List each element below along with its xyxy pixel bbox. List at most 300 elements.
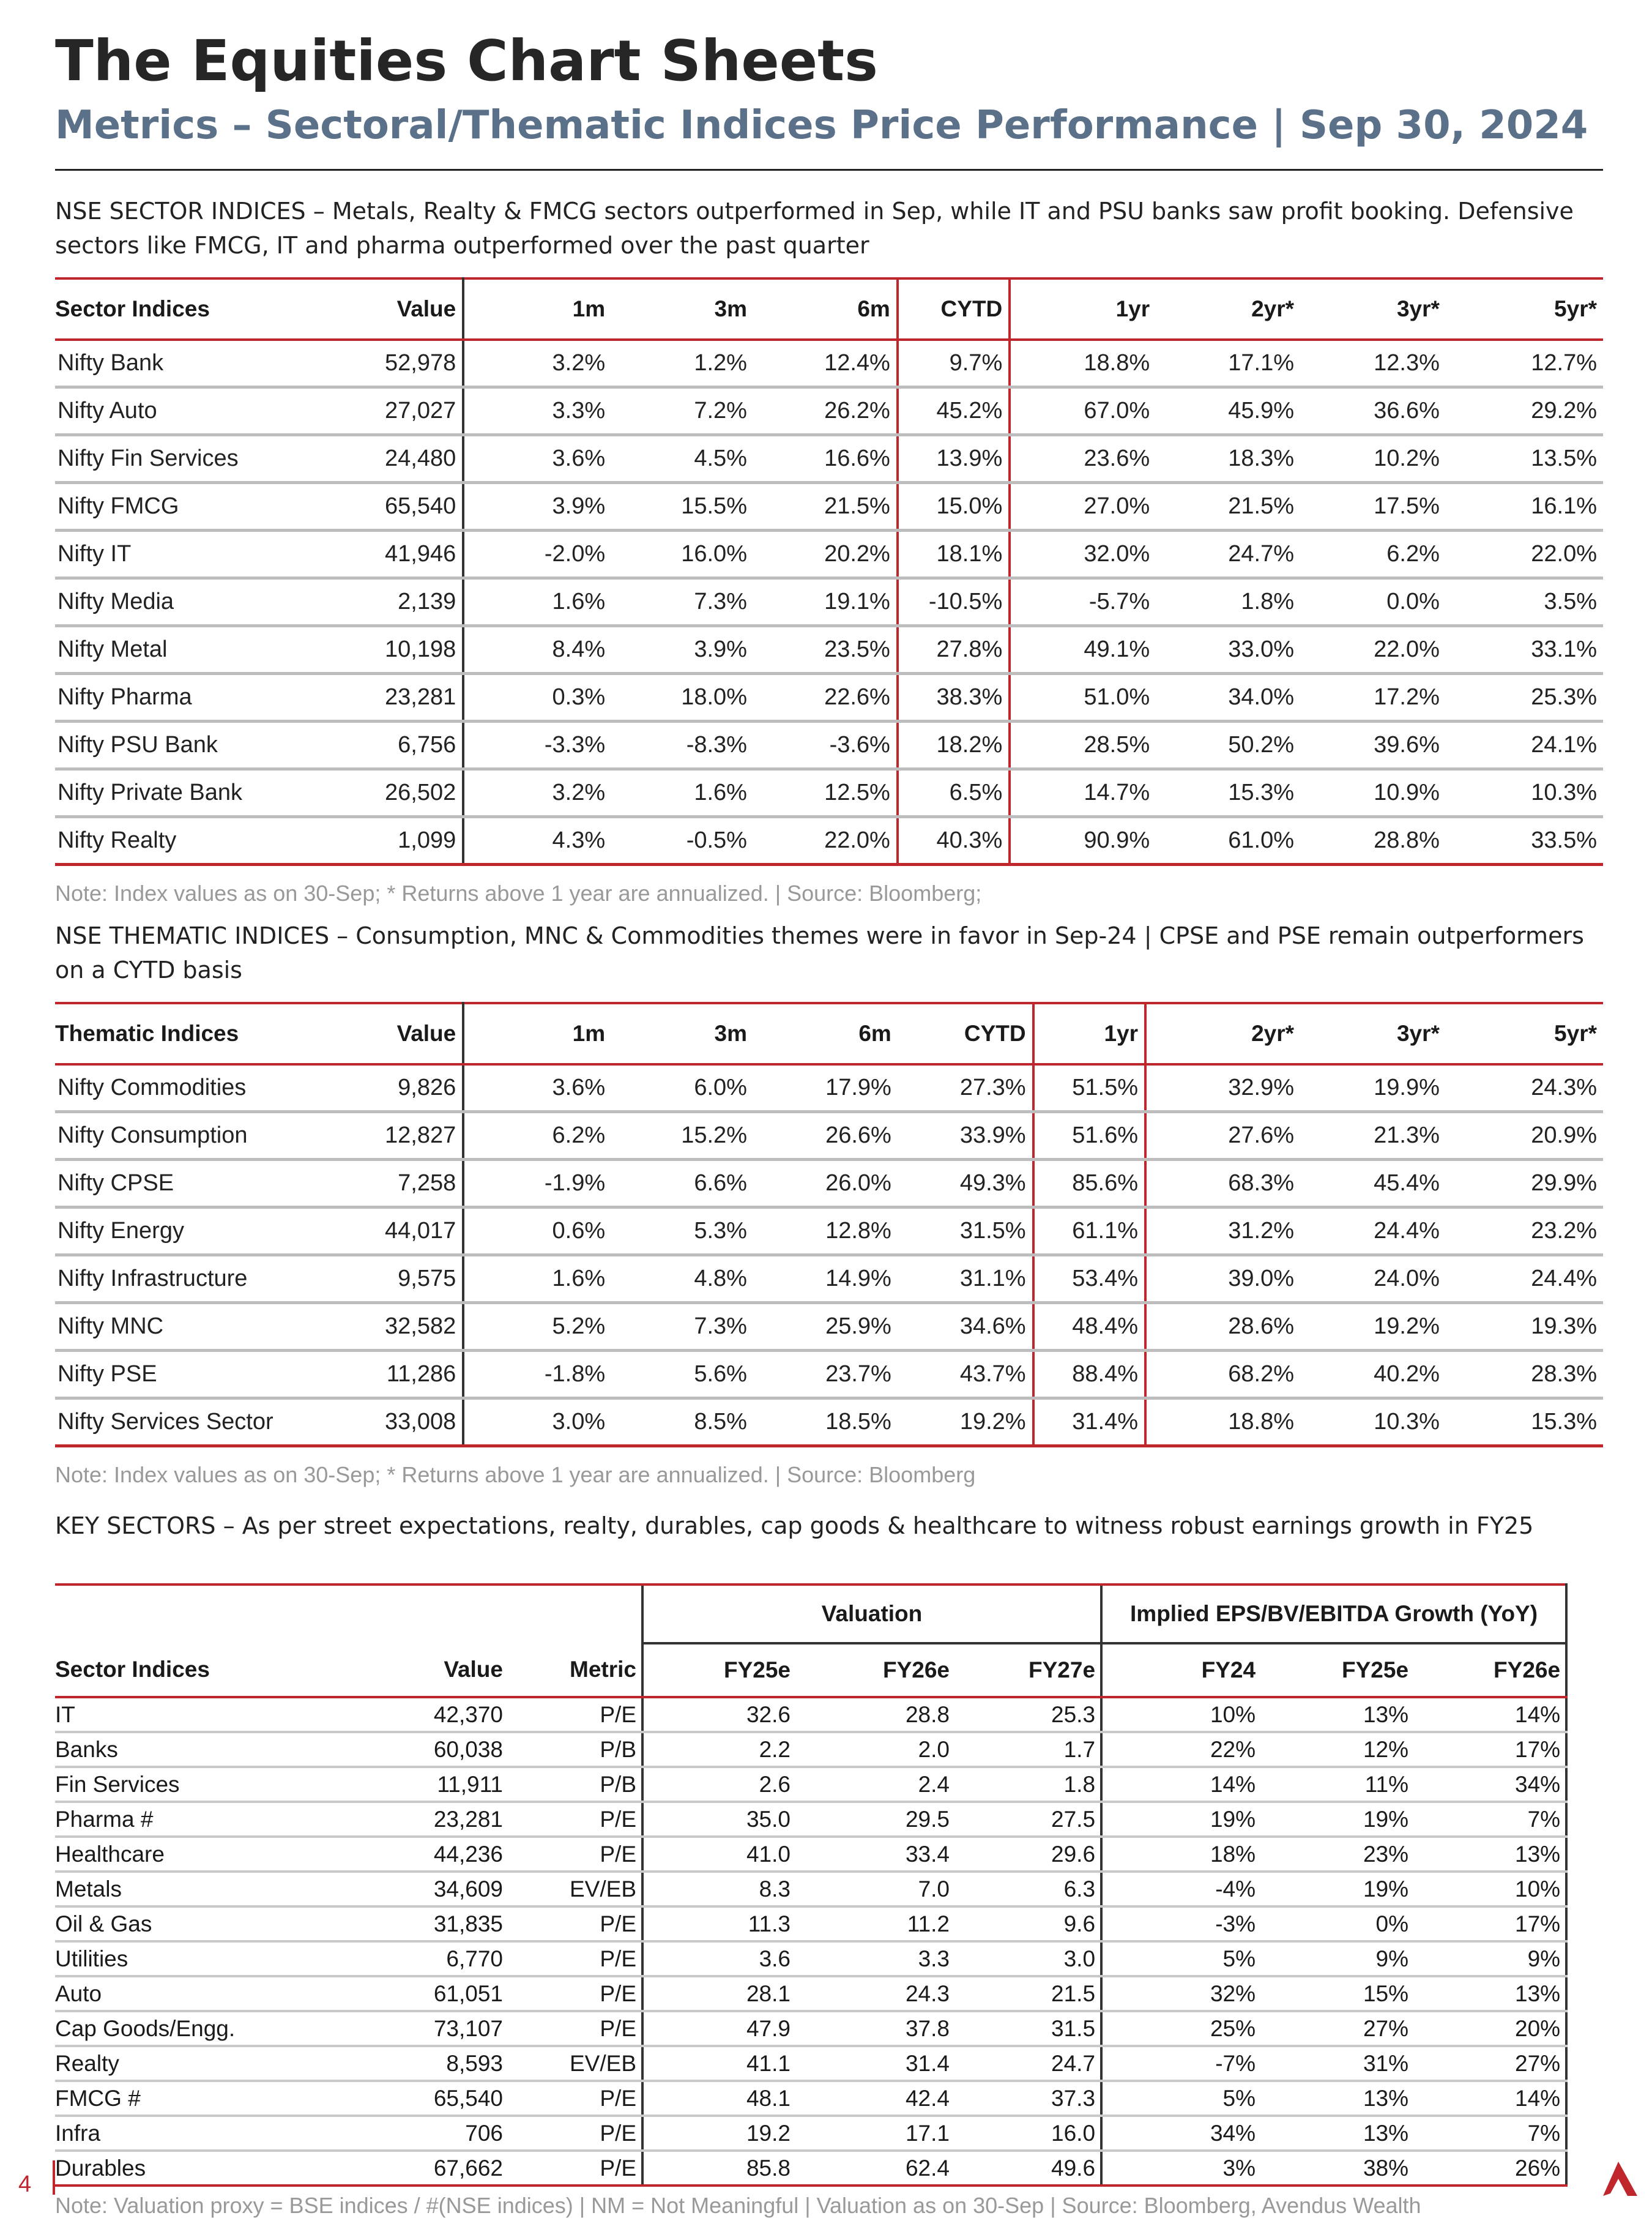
cell-cytd: -10.5% [898,578,1010,626]
cell-3yr: 0.0% [1300,578,1446,626]
cell-3m: 1.2% [611,340,753,387]
cell-fy26e: 31.4 [795,2046,954,2081]
cell-value: 9,575 [351,1255,463,1303]
cell-value: 34,609 [361,1872,508,1906]
cell-fy26e: 42.4 [795,2081,954,2116]
cell-metric: P/E [508,1802,642,1837]
cell-fy25e: 19.2 [642,2116,795,2151]
cell-fy27e: 24.7 [954,2046,1101,2081]
cell-fy27e: 1.7 [954,1732,1101,1767]
cell-value: 2,139 [351,578,463,626]
cell-fy26e: 14% [1413,1697,1566,1732]
index-name-cell: Nifty Consumption [55,1112,351,1160]
cell-fy26e: 13% [1413,1976,1566,2011]
cell-fy25e: 27% [1260,2011,1413,2046]
column-header-5yr: 5yr* [1446,1003,1603,1064]
cell-1m: 3.0% [463,1398,611,1446]
cell-3m: 4.8% [611,1255,753,1303]
cell-cytd: 19.2% [898,1398,1033,1446]
cell-6m: 23.7% [753,1351,898,1398]
cell-6m: 26.2% [753,387,898,435]
cell-fy25e: 3.6 [642,1941,795,1976]
column-header-value: Value [351,1003,463,1064]
cell-6m: 26.0% [753,1160,898,1208]
cell-fy26e: 29.5 [795,1802,954,1837]
column-header-1m: 1m [463,1003,611,1064]
sector-name-cell: IT [55,1697,361,1732]
table-row [55,387,1603,435]
table-row [55,531,1603,578]
cell-3yr: 17.5% [1300,483,1446,531]
cell-fy26e: 13% [1413,1837,1566,1872]
cell-1yr: 27.0% [1010,483,1156,531]
cell-5yr: 3.5% [1446,578,1603,626]
cell-3yr: 19.2% [1300,1303,1446,1351]
cell-fy24: -4% [1101,1872,1260,1906]
growth-group-header: Implied EPS/BV/EBITDA Growth (YoY) [1101,1585,1566,1643]
column-header-cytd: CYTD [898,1003,1033,1064]
cell-2yr: 68.3% [1145,1160,1300,1208]
cell-1yr: 14.7% [1010,769,1156,817]
column-header-2yr: 2yr* [1145,1003,1300,1064]
cell-value: 10,198 [351,626,463,674]
cell-fy25e: 13% [1260,2116,1413,2151]
cell-2yr: 18.8% [1145,1398,1300,1446]
table-row [55,626,1603,674]
cell-3yr: 24.4% [1300,1208,1446,1255]
index-name-cell: Nifty Fin Services [55,435,351,483]
table-row [55,1732,1566,1767]
column-header-sector-indices-0: Sector Indices [55,1643,361,1697]
cell-fy25e: 47.9 [642,2011,795,2046]
index-name-cell: Nifty Infrastructure [55,1255,351,1303]
cell-cytd: 18.1% [898,531,1010,578]
cell-3yr: 36.6% [1300,387,1446,435]
cell-1m: 3.2% [463,769,611,817]
cell-3m: 3.9% [611,626,753,674]
cell-value: 11,911 [361,1767,508,1802]
table-row [55,2081,1566,2116]
sector-name-cell: Durables [55,2151,361,2186]
cell-fy25e: 19% [1260,1872,1413,1906]
table-row [55,1351,1603,1398]
table-row [55,1064,1603,1112]
cell-fy25e: 2.6 [642,1767,795,1802]
cell-5yr: 33.1% [1446,626,1603,674]
column-header-3m: 3m [611,1003,753,1064]
cell-1yr: 23.6% [1010,435,1156,483]
cell-fy26e: 10% [1413,1872,1566,1906]
cell-1yr: 49.1% [1010,626,1156,674]
cell-fy25e: 41.1 [642,2046,795,2081]
cell-2yr: 34.0% [1156,674,1300,722]
cell-value: 23,281 [351,674,463,722]
cell-1m: 3.2% [463,340,611,387]
cell-value: 61,051 [361,1976,508,2011]
cell-fy27e: 27.5 [954,1802,1101,1837]
cell-1yr: 31.4% [1033,1398,1145,1446]
cell-fy24: 5% [1101,1941,1260,1976]
index-name-cell: Nifty MNC [55,1303,351,1351]
table-row [55,769,1603,817]
sector-name-cell: Infra [55,2116,361,2151]
cell-metric: EV/EB [508,1872,642,1906]
cell-1m: 6.2% [463,1112,611,1160]
cell-metric: P/E [508,2081,642,2116]
cell-value: 6,756 [351,722,463,769]
sector-name-cell: Realty [55,2046,361,2081]
cell-fy26e: 17% [1413,1906,1566,1941]
cell-5yr: 20.9% [1446,1112,1603,1160]
sector-indices-table [55,277,1603,866]
cell-fy26e: 7.0 [795,1872,954,1906]
cell-fy24: -7% [1101,2046,1260,2081]
table-row [55,1208,1603,1255]
table-row [55,1906,1566,1941]
cell-fy25e: 12% [1260,1732,1413,1767]
cell-1yr: 53.4% [1033,1255,1145,1303]
cell-fy25e: 31% [1260,2046,1413,2081]
cell-value: 706 [361,2116,508,2151]
cell-5yr: 15.3% [1446,1398,1603,1446]
cell-3yr: 10.3% [1300,1398,1446,1446]
column-header-5yr: 5yr* [1446,278,1603,340]
table-header-row [55,1643,1566,1697]
column-header-fy26e-4: FY26e [795,1643,954,1697]
cell-fy25e: 48.1 [642,2081,795,2116]
cell-5yr: 19.3% [1446,1303,1603,1351]
cell-fy26e: 7% [1413,1802,1566,1837]
cell-metric: P/E [508,2011,642,2046]
cell-fy27e: 21.5 [954,1976,1101,2011]
cell-fy25e: 2.2 [642,1732,795,1767]
cell-3m: 5.6% [611,1351,753,1398]
cell-1yr: 32.0% [1010,531,1156,578]
cell-cytd: 31.5% [898,1208,1033,1255]
title-divider [55,169,1603,171]
cell-fy26e: 26% [1413,2151,1566,2186]
cell-5yr: 24.1% [1446,722,1603,769]
cell-1m: 3.6% [463,1064,611,1112]
cell-value: 1,099 [351,817,463,865]
column-header-2yr: 2yr* [1156,278,1300,340]
cell-2yr: 21.5% [1156,483,1300,531]
sector-indices-description: NSE SECTOR INDICES – Metals, Realty & FMCG sectors outperformed in Sep, while IT and PSU banks saw profit booking. Defensive sectors like FMCG, IT and pharma outperformed over the past quarter [55,198,1574,259]
cell-1yr: 51.6% [1033,1112,1145,1160]
cell-fy24: 10% [1101,1697,1260,1732]
table-row [55,817,1603,865]
cell-fy25e: 8.3 [642,1872,795,1906]
cell-5yr: 29.2% [1446,387,1603,435]
table-row [55,2011,1566,2046]
cell-1m: 3.6% [463,435,611,483]
cell-1m: -2.0% [463,531,611,578]
cell-value: 67,662 [361,2151,508,2186]
cell-5yr: 25.3% [1446,674,1603,722]
sector-name-cell: Auto [55,1976,361,2011]
cell-fy24: -3% [1101,1906,1260,1941]
cell-cytd: 34.6% [898,1303,1033,1351]
cell-1yr: 51.5% [1033,1064,1145,1112]
column-header-fy27e-5: FY27e [954,1643,1101,1697]
cell-fy27e: 1.8 [954,1767,1101,1802]
table-row [55,578,1603,626]
cell-5yr: 29.9% [1446,1160,1603,1208]
cell-value: 8,593 [361,2046,508,2081]
cell-5yr: 16.1% [1446,483,1603,531]
cell-3m: 18.0% [611,674,753,722]
cell-fy26e: 27% [1413,2046,1566,2081]
table-row [55,1941,1566,1976]
cell-6m: 18.5% [753,1398,898,1446]
cell-value: 41,946 [351,531,463,578]
table-row [55,1697,1566,1732]
cell-1m: -1.9% [463,1160,611,1208]
index-name-cell: Nifty Services Sector [55,1398,351,1446]
cell-metric: P/E [508,2116,642,2151]
cell-fy25e: 41.0 [642,1837,795,1872]
cell-cytd: 18.2% [898,722,1010,769]
column-header-value: Value [351,278,463,340]
cell-3m: 1.6% [611,769,753,817]
cell-fy25e: 23% [1260,1837,1413,1872]
cell-cytd: 43.7% [898,1351,1033,1398]
cell-fy24: 3% [1101,2151,1260,2186]
cell-3yr: 45.4% [1300,1160,1446,1208]
column-header-6m: 6m [753,1003,898,1064]
cell-2yr: 27.6% [1145,1112,1300,1160]
cell-value: 52,978 [351,340,463,387]
cell-cytd: 9.7% [898,340,1010,387]
cell-fy26e: 62.4 [795,2151,954,2186]
table-row [55,340,1603,387]
table-row [55,1303,1603,1351]
cell-3yr: 21.3% [1300,1112,1446,1160]
cell-5yr: 12.7% [1446,340,1603,387]
cell-cytd: 49.3% [898,1160,1033,1208]
cell-cytd: 6.5% [898,769,1010,817]
cell-6m: 21.5% [753,483,898,531]
cell-fy27e: 6.3 [954,1872,1101,1906]
valuation-group-header: Valuation [642,1585,1101,1643]
column-header-3yr: 3yr* [1300,278,1446,340]
cell-value: 12,827 [351,1112,463,1160]
cell-value: 33,008 [351,1398,463,1446]
table-row [55,2046,1566,2081]
cell-3yr: 17.2% [1300,674,1446,722]
cell-fy25e: 38% [1260,2151,1413,2186]
sector-name-cell: Banks [55,1732,361,1767]
sector-indices-note: Note: Index values as on 30-Sep; * Returns above 1 year are annualized. | Source: Bloomberg; [55,881,982,906]
page-content [55,24,1603,2221]
index-name-cell: Nifty Auto [55,387,351,435]
cell-1m: 0.6% [463,1208,611,1255]
column-header-value-1: Value [361,1643,508,1697]
cell-1m: 3.9% [463,483,611,531]
cell-1yr: 61.1% [1033,1208,1145,1255]
cell-1m: -1.8% [463,1351,611,1398]
cell-5yr: 10.3% [1446,769,1603,817]
cell-1yr: 90.9% [1010,817,1156,865]
group-header-row [55,1585,1566,1643]
cell-fy26e: 17% [1413,1732,1566,1767]
cell-6m: 23.5% [753,626,898,674]
index-name-cell: Nifty Commodities [55,1064,351,1112]
cell-fy27e: 16.0 [954,2116,1101,2151]
cell-value: 27,027 [351,387,463,435]
cell-3m: 7.3% [611,578,753,626]
table-row [55,1872,1566,1906]
cell-1m: 5.2% [463,1303,611,1351]
table-row [55,1112,1603,1160]
thematic-indices-description: NSE THEMATIC INDICES – Consumption, MNC & Commodities themes were in favor in Sep-24 | CPSE and PSE remain outperformers on a CYTD basis [55,922,1584,984]
cell-3yr: 19.9% [1300,1064,1446,1112]
cell-6m: 16.6% [753,435,898,483]
group-header-spacer [55,1585,642,1643]
index-name-cell: Nifty Bank [55,340,351,387]
cell-6m: 14.9% [753,1255,898,1303]
cell-3yr: 28.8% [1300,817,1446,865]
cell-1yr: 28.5% [1010,722,1156,769]
column-header-1m: 1m [463,278,611,340]
cell-fy26e: 24.3 [795,1976,954,2011]
cell-value: 9,826 [351,1064,463,1112]
cell-6m: 12.5% [753,769,898,817]
sector-name-cell: Utilities [55,1941,361,1976]
table-row [55,2151,1566,2186]
cell-value: 42,370 [361,1697,508,1732]
cell-3yr: 24.0% [1300,1255,1446,1303]
cell-fy25e: 11% [1260,1767,1413,1802]
index-name-cell: Nifty Metal [55,626,351,674]
cell-5yr: 28.3% [1446,1351,1603,1398]
cell-5yr: 22.0% [1446,531,1603,578]
cell-value: 32,582 [351,1303,463,1351]
cell-value: 65,540 [361,2081,508,2116]
sector-name-cell: Fin Services [55,1767,361,1802]
cell-3m: 16.0% [611,531,753,578]
cell-fy24: 14% [1101,1767,1260,1802]
cell-1yr: 85.6% [1033,1160,1145,1208]
cell-3yr: 39.6% [1300,722,1446,769]
cell-fy24: 22% [1101,1732,1260,1767]
index-name-cell: Nifty Media [55,578,351,626]
cell-3yr: 40.2% [1300,1351,1446,1398]
cell-fy26e: 3.3 [795,1941,954,1976]
cell-2yr: 17.1% [1156,340,1300,387]
table-row [55,483,1603,531]
cell-1m: 1.6% [463,578,611,626]
cell-fy25e: 13% [1260,2081,1413,2116]
cell-value: 73,107 [361,2011,508,2046]
cell-cytd: 15.0% [898,483,1010,531]
cell-5yr: 24.4% [1446,1255,1603,1303]
cell-6m: 22.6% [753,674,898,722]
cell-fy26e: 17.1 [795,2116,954,2151]
cell-2yr: 15.3% [1156,769,1300,817]
index-name-cell: Nifty Energy [55,1208,351,1255]
index-name-cell: Nifty CPSE [55,1160,351,1208]
cell-3yr: 22.0% [1300,626,1446,674]
cell-2yr: 28.6% [1145,1303,1300,1351]
cell-value: 11,286 [351,1351,463,1398]
cell-6m: 20.2% [753,531,898,578]
cell-value: 7,258 [351,1160,463,1208]
cell-2yr: 39.0% [1145,1255,1300,1303]
cell-1yr: 48.4% [1033,1303,1145,1351]
cell-fy24: 18% [1101,1837,1260,1872]
column-header-sector-indices: Sector Indices [55,278,351,340]
column-header-thematic-indices: Thematic Indices [55,1003,351,1064]
cell-fy26e: 33.4 [795,1837,954,1872]
table-row [55,2116,1566,2151]
cell-metric: P/E [508,1976,642,2011]
cell-3m: 15.5% [611,483,753,531]
cell-fy26e: 14% [1413,2081,1566,2116]
cell-fy26e: 2.4 [795,1767,954,1802]
cell-6m: 17.9% [753,1064,898,1112]
cell-3m: 7.3% [611,1303,753,1351]
index-name-cell: Nifty FMCG [55,483,351,531]
cell-value: 24,480 [351,435,463,483]
table-row [55,1398,1603,1446]
cell-cytd: 45.2% [898,387,1010,435]
cell-fy25e: 11.3 [642,1906,795,1941]
cell-cytd: 27.3% [898,1064,1033,1112]
cell-metric: P/B [508,1767,642,1802]
cell-1m: -3.3% [463,722,611,769]
cell-2yr: 68.2% [1145,1351,1300,1398]
cell-3m: 15.2% [611,1112,753,1160]
cell-value: 23,281 [361,1802,508,1837]
cell-cytd: 33.9% [898,1112,1033,1160]
cell-fy25e: 28.1 [642,1976,795,2011]
cell-fy24: 19% [1101,1802,1260,1837]
cell-fy25e: 32.6 [642,1697,795,1732]
column-header-3m: 3m [611,278,753,340]
table-row [55,722,1603,769]
page-number: 4 [18,2171,32,2197]
cell-1yr: 51.0% [1010,674,1156,722]
cell-5yr: 13.5% [1446,435,1603,483]
cell-fy27e: 25.3 [954,1697,1101,1732]
cell-value: 6,770 [361,1941,508,1976]
cell-2yr: 50.2% [1156,722,1300,769]
table-row [55,1837,1566,1872]
key-sectors-description: KEY SECTORS – As per street expectations, realty, durables, cap goods & healthcare to witness robust earnings growth in FY25 [55,1512,1534,1539]
table-row [55,1767,1566,1802]
cell-fy24: 25% [1101,2011,1260,2046]
cell-1yr: 67.0% [1010,387,1156,435]
cell-fy26e: 7% [1413,2116,1566,2151]
index-name-cell: Nifty IT [55,531,351,578]
table-header-row [55,278,1603,340]
cell-metric: P/E [508,1941,642,1976]
cell-fy25e: 19% [1260,1802,1413,1837]
column-header-cytd: CYTD [898,278,1010,340]
sector-name-cell: Cap Goods/Engg. [55,2011,361,2046]
cell-fy26e: 20% [1413,2011,1566,2046]
cell-fy27e: 31.5 [954,2011,1101,2046]
cell-3m: 8.5% [611,1398,753,1446]
cell-2yr: 24.7% [1156,531,1300,578]
cell-3yr: 12.3% [1300,340,1446,387]
cell-3m: 6.6% [611,1160,753,1208]
index-name-cell: Nifty Realty [55,817,351,865]
sector-name-cell: Healthcare [55,1837,361,1872]
table-row [55,1976,1566,2011]
cell-6m: -3.6% [753,722,898,769]
